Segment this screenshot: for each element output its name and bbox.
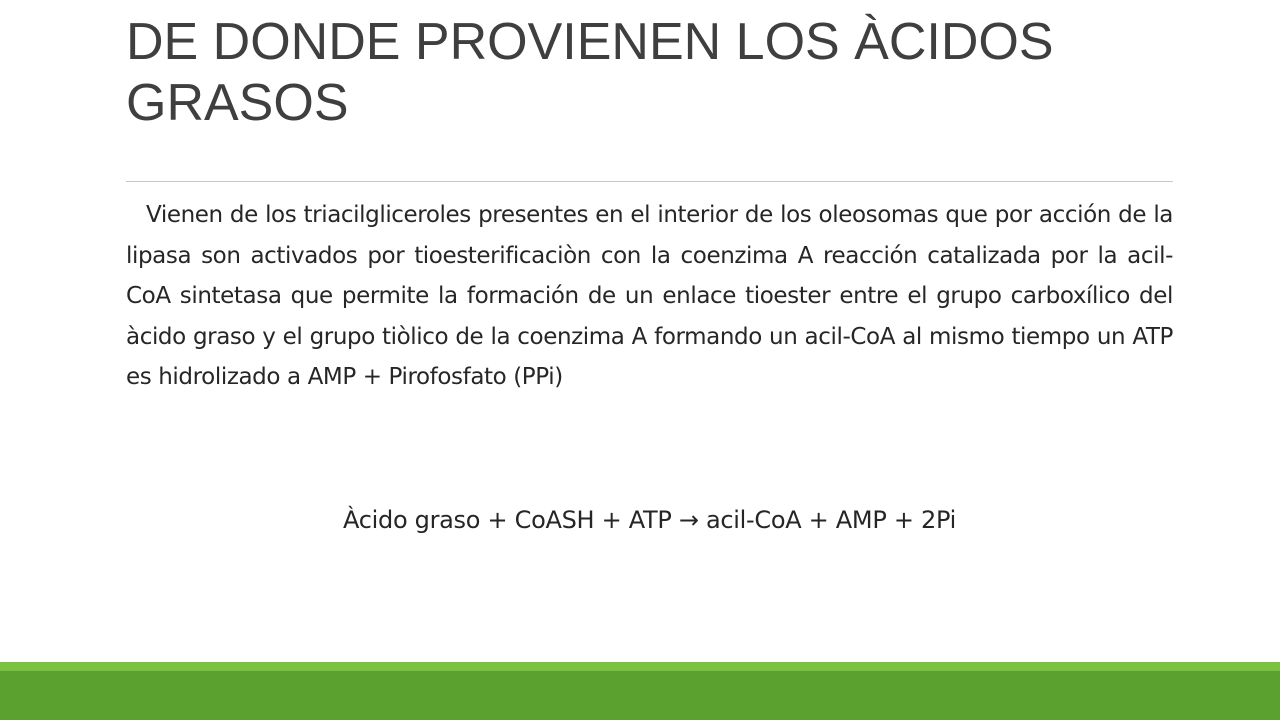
- body-paragraph: Vienen de los triacilgliceroles presentes en el interior de los oleosomas que por acción de la lipasa son activados por tioesterificaciòn con la coenzima A reacción catalizada por la acil-CoA sintetasa que permite la formación de un enlace tioester entre el grupo carboxílico del àcido graso y el grupo tiòlico de la coenzima A formando un acil-CoA al mismo tiempo un ATP es hidrolizado a AMP + Pirofosfato (PPi): [126, 202, 1173, 390]
- footer-accent-stripe: [0, 662, 1280, 671]
- slide-title: DE DONDE PROVIENEN LOS ÀCIDOS GRASOS: [126, 13, 1054, 132]
- title-divider: [126, 181, 1173, 182]
- reaction-equation: Àcido graso + CoASH + ATP → acil-CoA + AMP + 2Pi: [343, 506, 956, 534]
- footer-band: [0, 671, 1280, 720]
